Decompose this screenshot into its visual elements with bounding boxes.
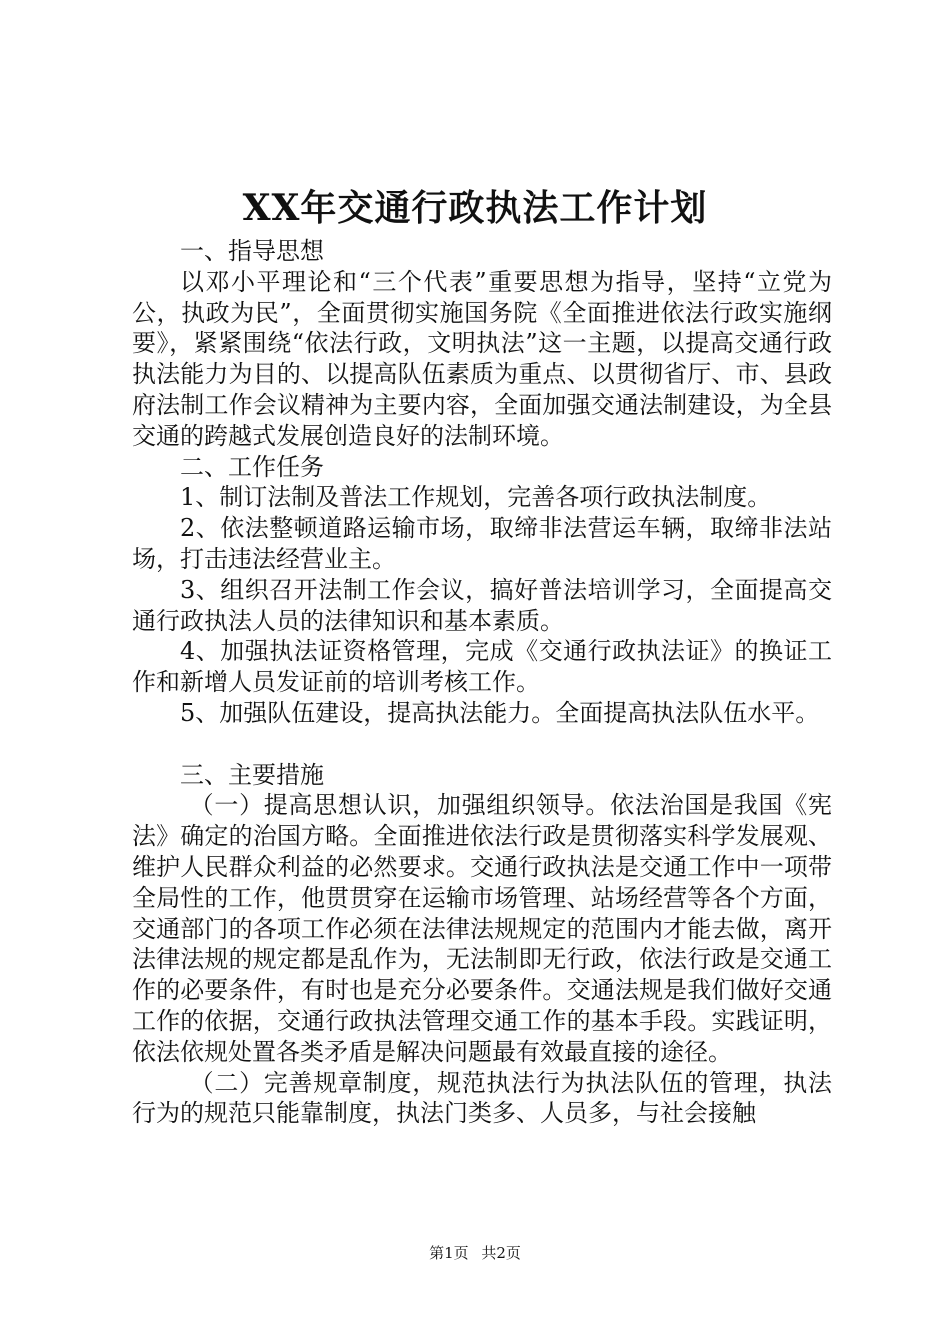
task-item-2: 2、依法整顿道路运输市场，取缔非法营运车辆，取缔非法站场，打击违法经营业主。 [132,514,832,573]
document-body [132,236,832,1129]
task-item-3: 3、组织召开法制工作会议，搞好普法培训学习，全面提高交通行政执法人员的法律知识和基本素质。 [132,575,832,635]
page-number: 第1页 [429,1244,469,1262]
blank-line [132,729,832,760]
task-item-4: 4、加强执法证资格管理，完成《交通行政执法证》的换证工作和新增人员发证前的培训考核工作。 [132,637,832,697]
section-heading-main-measures: 三、主要措施 [180,760,324,789]
page-total: 共2页 [481,1244,521,1262]
task-item-5: 5、加强队伍建设，提高执法能力。全面提高执法队伍水平。 [180,698,820,727]
page-footer [0,1243,950,1263]
task-item-1: 1、制订法制及普法工作规划，完善各项行政执法制度。 [180,483,772,512]
section-heading-work-tasks: 二、工作任务 [180,452,324,481]
document-title: XX年交通行政执法工作计划 [242,187,708,229]
section-heading-guiding-ideology: 一、指导思想 [180,237,324,265]
measure-item-2: （二）完善规章制度，规范执法行为执法队伍的管理，执法行为的规范只能靠制度，执法门类多、人员多，与社会接触 [132,1068,832,1128]
paragraph-guiding-ideology: 以邓小平理论和“三个代表”重要思想为指导，坚持“立党为公，执政为民”，全面贯彻实施国务院《全面推进依法行政实施纲要》，紧紧围绕“依法行政，文明执法”这一主题，以提高交通行政执法能力为目的、以提高队伍素质为重点、以贯彻省厅、市、县政府法制工作会议精神为主要内容，全面加强交通法制建设，为全县交通的跨越式发展创造良好的法制环境。 [132,267,832,450]
measure-item-1: （一）提高思想认识，加强组织领导。依法治国是我国《宪法》确定的治国方略。全面推进依法行政是贯彻落实科学发展观、维护人民群众利益的必然要求。交通行政执法是交通工作中一项带全局性的工作，他贯贯穿在运输市场管理、站场经营等各个方面，交通部门的各项工作必须在法律法规规定的范围内才能去做，离开法律法规的规定都是乱作为，无法制即无行政，依法行政是交通工作的必要条件，有时也是充分必要条件。交通法规是我们做好交通工作的依据，交通行政执法管理交通工作的基本手段。实践证明，依法依规处置各类矛盾是解决问题最有效最直接的途径。 [132,791,832,1066]
